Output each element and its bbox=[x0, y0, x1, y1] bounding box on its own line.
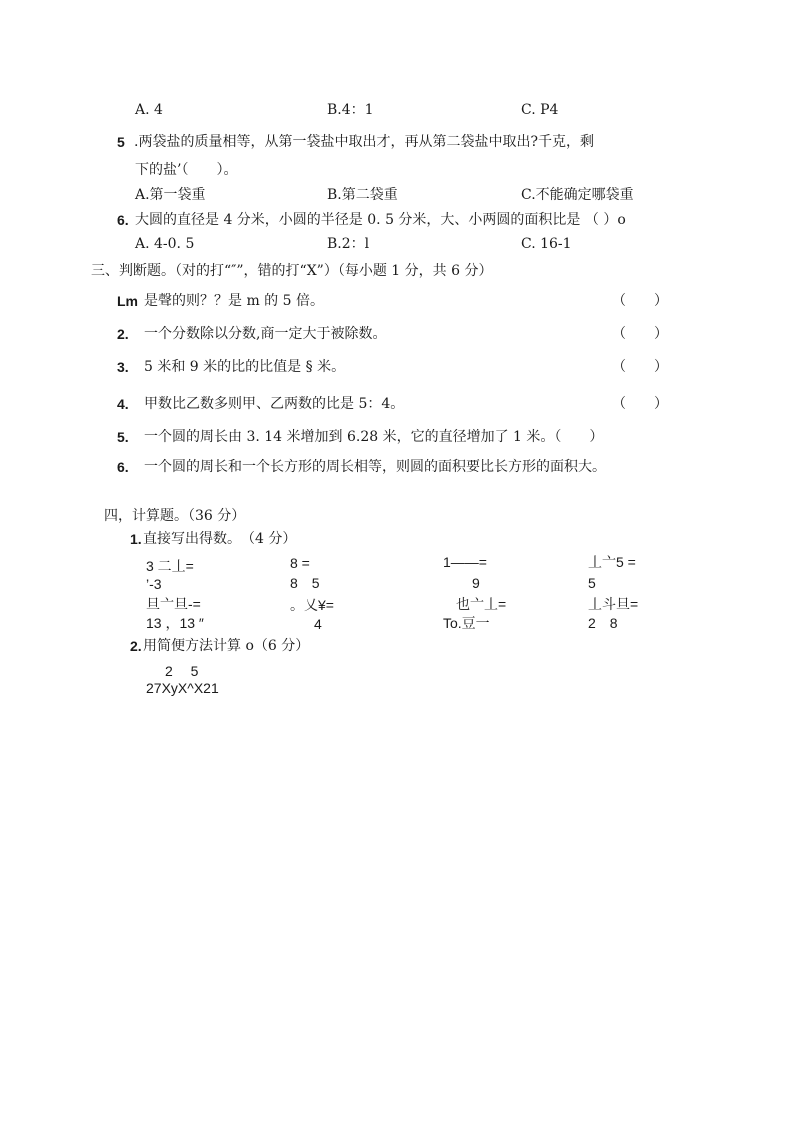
q5-text-line1: .两袋盐的质量相等，从第一袋盐中取出才，再从第二袋盐中取出?千克，剩 bbox=[134, 134, 594, 150]
calc-2-instruction: 用简便方法计算 o（6 分） bbox=[143, 638, 310, 654]
q5-option-c: C.不能确定哪袋重 bbox=[521, 187, 634, 203]
section4-heading: 四，计算题。（36 分） bbox=[104, 508, 246, 524]
q6-option-b: B.2：l bbox=[327, 236, 370, 252]
q6-number: 6. bbox=[117, 212, 129, 228]
calc-1-instruction: 直接写出得数。 （4 分） bbox=[143, 531, 297, 547]
q5-text-line2: 下的盐’（ ）。 bbox=[135, 162, 238, 178]
judge-3-number: 3. bbox=[117, 359, 129, 375]
calc-item-3-sub: 9 bbox=[472, 575, 480, 591]
calc-item-4-sub: 5 bbox=[588, 575, 596, 591]
simple-calc-numerators: 2 5 bbox=[165, 663, 199, 679]
calc-item-5: 旦亠旦-= bbox=[146, 596, 201, 612]
q4-option-a: A. 4 bbox=[135, 102, 163, 118]
judge-6-number: 6. bbox=[117, 459, 129, 475]
calc-item-1: 3 二丄= bbox=[146, 558, 194, 574]
q4-option-c: C. P4 bbox=[521, 102, 559, 118]
q6-option-c: C. 16-1 bbox=[521, 236, 572, 252]
judge-1-text: 是聲的则？？是 m 的 5 倍。 bbox=[144, 293, 324, 309]
judge-3-answer-blank: （ ） bbox=[612, 359, 668, 375]
calc-item-5-sub: 13 ，13 ″ bbox=[146, 615, 204, 631]
q4-option-b: B.4：1 bbox=[327, 102, 374, 118]
judge-2-number: 2. bbox=[117, 326, 129, 342]
judge-2-answer-blank: （ ） bbox=[612, 326, 668, 342]
judge-4-number: 4. bbox=[117, 396, 129, 412]
calc-item-4: 丄亠5 = bbox=[588, 554, 636, 570]
judge-4-answer-blank: （ ） bbox=[612, 396, 668, 412]
judge-1-number: Lm bbox=[117, 293, 138, 309]
judge-2-text: 一个分数除以分数,商一定大于被除数。 bbox=[144, 326, 387, 342]
calc-item-6-sub: 4 bbox=[314, 616, 322, 632]
judge-5-text: 一个圆的周长由 3. 14 米增加到 6.28 米，它的直径增加了 1 米。（ ） bbox=[144, 429, 604, 445]
judge-1-answer-blank: （ ） bbox=[612, 293, 668, 309]
simple-calc-expression: 27XyX^X21 bbox=[146, 680, 219, 696]
q6-text: 大圆的直径是 4 分米，小圆的半径是 0. 5 分米，大、小两圆的面积比是 （ ）o bbox=[135, 212, 626, 228]
calc-item-8-sub: 2 8 bbox=[588, 615, 618, 631]
calc-item-3: 1——= bbox=[443, 554, 487, 570]
q5-option-b: B.第二袋重 bbox=[327, 187, 398, 203]
calc-item-1-sub: ’-3 bbox=[146, 576, 162, 592]
section3-heading: 三、判断题。（对的打“″”，错的打“X”）（每小题 1 分，共 6 分） bbox=[91, 263, 493, 279]
q5-option-a: A.第一袋重 bbox=[135, 187, 206, 203]
calc-item-7-sub: To.豆一 bbox=[443, 615, 490, 631]
calc-item-6: 。乂¥= bbox=[290, 597, 334, 613]
calc-item-2-sub: 8 5 bbox=[290, 575, 320, 591]
judge-6-text: 一个圆的周长和一个长方形的周长相等，则圆的面积要比长方形的面积大。 bbox=[144, 459, 606, 475]
q6-option-a: A. 4-0. 5 bbox=[135, 236, 195, 252]
calc-2-number: 2. bbox=[130, 638, 142, 654]
calc-1-number: 1. bbox=[130, 531, 142, 547]
calc-item-2: 8 = bbox=[290, 555, 310, 571]
calc-item-8: 丄斗旦= bbox=[588, 596, 639, 612]
calc-item-7: 也亠丄= bbox=[456, 596, 507, 612]
q5-number: 5 bbox=[117, 134, 125, 150]
judge-3-text: 5 米和 9 米的比的比值是 § 米。 bbox=[144, 359, 346, 375]
judge-4-text: 甲数比乙数多则甲、乙两数的比是 5：4。 bbox=[144, 396, 405, 412]
judge-5-number: 5. bbox=[117, 429, 129, 445]
